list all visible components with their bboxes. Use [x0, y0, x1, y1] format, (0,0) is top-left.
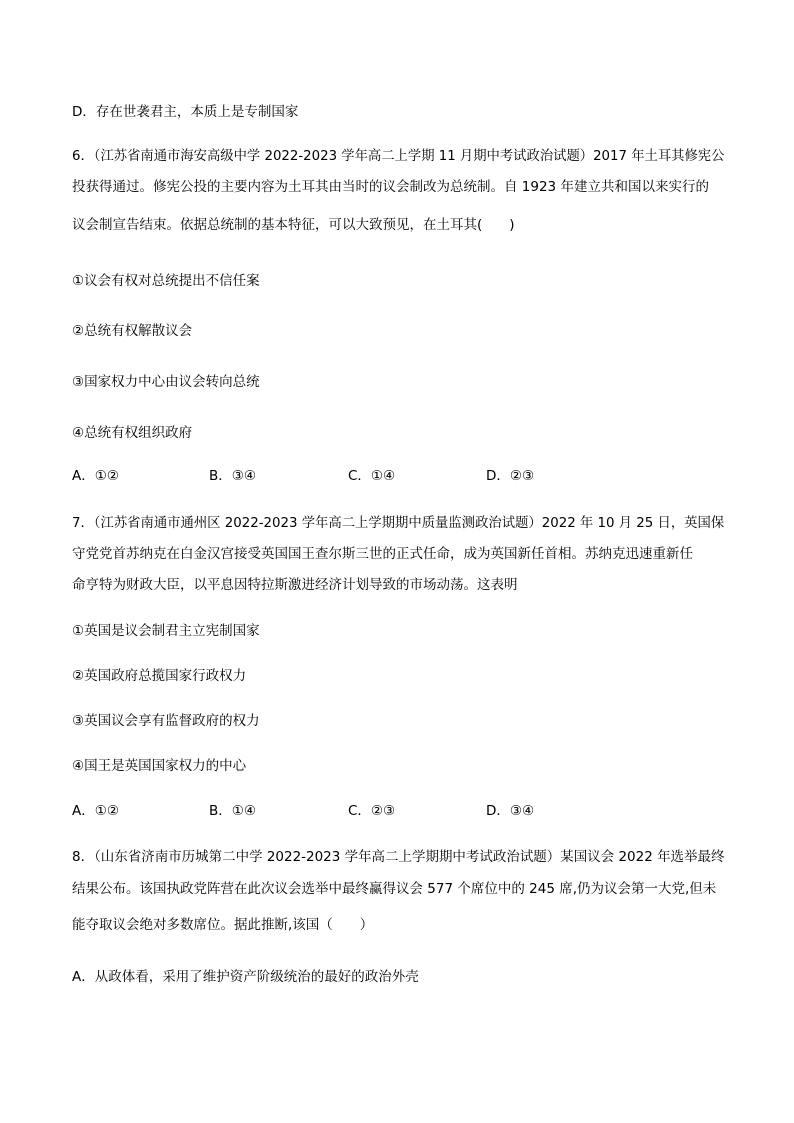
question-6-option-d: D．②③ — [486, 468, 535, 484]
question-7-stem-line-3: 命亨特为财政大臣，以平息因特拉斯激进经济计划导致的市场动荡。这表明 — [72, 577, 518, 593]
question-7-item-3: ③英国议会享有监督政府的权力 — [72, 713, 260, 729]
question-7-stem-line-1: 7．（江苏省南通市通州区 2022-2023 学年高二上学期期中质量监测政治试题）2022 年 10 月 25 日，英国保 — [72, 515, 725, 531]
question-6-stem-line-1: 6．（江苏省南通市海安高级中学 2022-2023 学年高二上学期 11 月期中考试政治试题）2017 年土耳其修宪公 — [72, 148, 725, 164]
question-6-option-a: A．①② — [72, 468, 119, 484]
question-6-stem-line-3: 议会制宣告结束。依据总统制的基本特征，可以大致预见，在土耳其( ) — [72, 217, 515, 233]
question-6-item-4: ④总统有权组织政府 — [72, 425, 193, 441]
question-7-option-b: B．①④ — [209, 803, 256, 819]
question-6-option-c: C．①④ — [348, 468, 396, 484]
question-6-option-b: B．③④ — [209, 468, 256, 484]
question-6-stem-line-2: 投获得通过。修宪公投的主要内容为土耳其由当时的议会制改为总统制。自 1923 年建立共和国以来实行的 — [72, 179, 709, 195]
question-6-item-2: ②总统有权解散议会 — [72, 323, 193, 339]
question-6-item-3: ③国家权力中心由议会转向总统 — [72, 374, 260, 390]
question-7-option-d: D．③④ — [486, 803, 535, 819]
question-5-option-d: D．存在世袭君主，本质上是专制国家 — [72, 104, 299, 120]
question-8-option-a: A．从政体看，采用了维护资产阶级统治的最好的政治外壳 — [72, 969, 419, 985]
question-7-stem-line-2: 守党党首苏纳克在白金汉宫接受英国国王查尔斯三世的正式任命，成为英国新任首相。苏纳克迅速重新任 — [72, 546, 693, 562]
question-8-stem-line-2: 结果公布。该国执政党阵营在此次议会选举中最终赢得议会 577 个席位中的 245 席,仍为议会第一大党,但未 — [72, 881, 717, 897]
question-7-option-a: A．①② — [72, 803, 119, 819]
question-8-stem-line-3: 能夺取议会绝对多数席位。据此推断,该国（ ） — [72, 917, 374, 933]
question-7-option-c: C．②③ — [348, 803, 396, 819]
question-6-item-1: ①议会有权对总统提出不信任案 — [72, 273, 260, 289]
question-7-item-2: ②英国政府总揽国家行政权力 — [72, 668, 247, 684]
question-7-item-1: ①英国是议会制君主立宪制国家 — [72, 623, 260, 639]
question-8-stem-line-1: 8．（山东省济南市历城第二中学 2022-2023 学年高二上学期期中考试政治试题）某国议会 2022 年选举最终 — [72, 849, 725, 865]
question-7-item-4: ④国王是英国国家权力的中心 — [72, 758, 247, 774]
